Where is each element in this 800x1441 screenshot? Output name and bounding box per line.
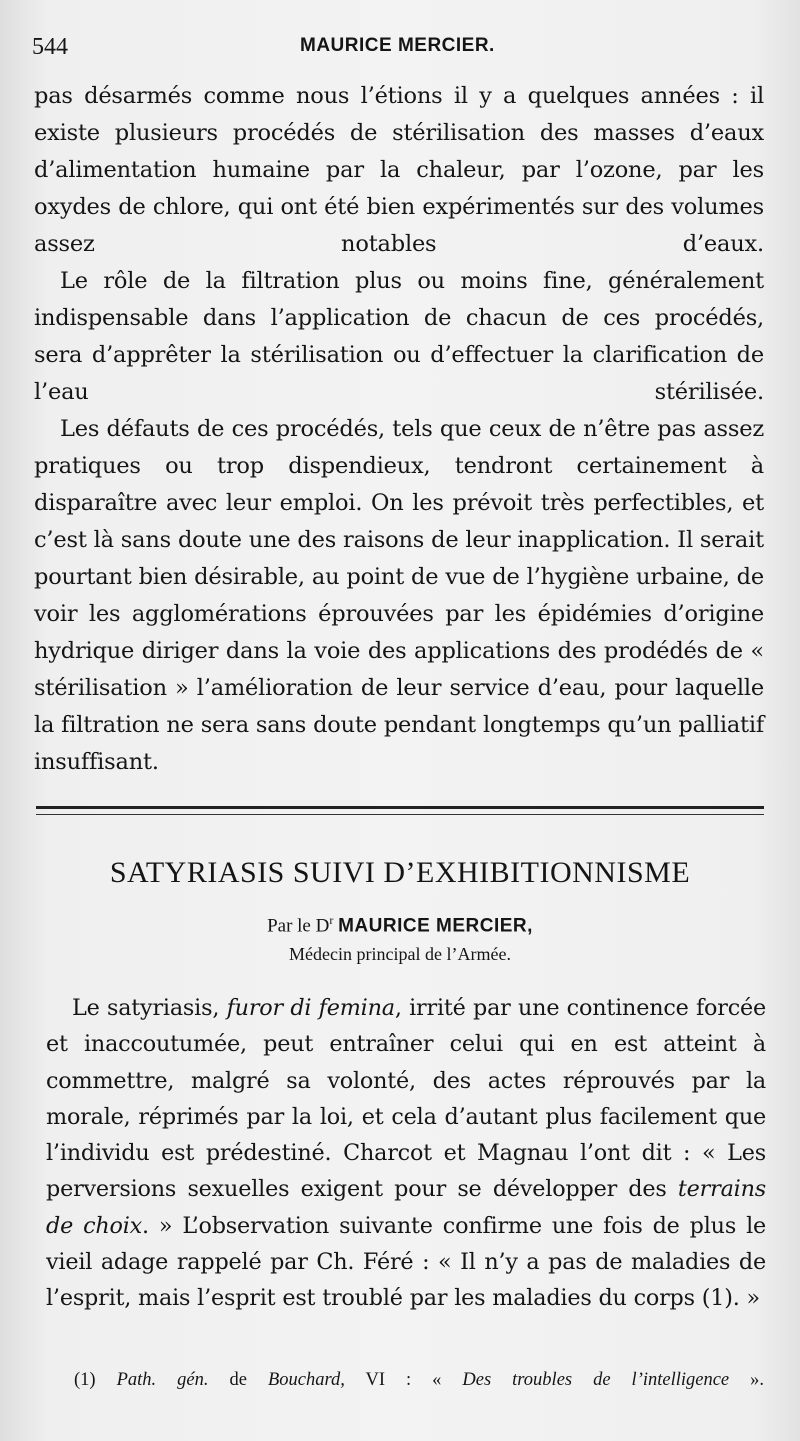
body-text: . » L’observation suivante confirme une fois de plus le vieil adage rappelé par Ch. Féré : « Il n’y a pas de maladies de l’esprit, mais l’esprit est troublé par les maladies du corps (1). » [46,1212,766,1312]
byline-prefix: Par le D [267,915,330,937]
footnote-text: ». [729,1370,765,1390]
footnote-text: de [208,1370,268,1390]
paragraph: pas désarmés comme nous l’étions il y a quelques années : il existe plusieurs procédés de stérilisation des masses d’eaux d’alimentation humaine par la chaleur, par l’ozone, par les oxydes de chlore, qui ont été bien expérimentés sur des volumes assez notables d’eaux. [34,83,764,257]
body-italic: terrains de choix [46,1176,766,1239]
author-name: MAURICE MERCIER, [338,915,533,937]
footnote-italic: Path. gén. [116,1370,209,1390]
author-affiliation: Médecin principal de l’Armée. [289,944,511,964]
body-italic: furor di femina [226,995,395,1021]
footnote-text: VI : « [344,1370,463,1390]
article-title: SATYRIASIS SUIVI D’EXHIBITIONNISME [109,856,691,889]
section-divider-thick [36,806,764,809]
running-head: MAURICE MERCIER. [300,35,495,56]
byline [0,913,800,937]
footnote [74,1370,764,1391]
footnote-italic: Bouchard, [267,1370,345,1390]
article-body [46,990,766,1317]
section-divider-thin [36,814,764,815]
body-text: Le satyriasis, [72,995,227,1021]
paragraph [46,990,766,1317]
footnote-italic: Des troubles de l’intelligence [462,1370,730,1390]
footnote-marker: (1) [74,1370,96,1390]
page-number: 544 [32,34,68,60]
paragraph: Les défauts de ces procédés, tels que ceux de n’être pas assez pratiques ou trop dispendieux, tendront certainement à disparaître avec leur emploi. On les prévoit très perfectibles, et c’est là sans doute une des raisons de leur inapplication. Il serait pourtant bien désirable, au point de vue de l’hygiène urbaine, de voir les agglomérations éprouvées par les épidémies d’origine hydrique diriger dans la voie des applications des prodédés de « stérilisation » l’amélioration de leur service d’eau, pour laquelle la filtration ne sera sans doute pendant longtemps qu’un palliatif insuffisant. [34,416,764,775]
previous-article-text [34,78,764,781]
byline-superscript: r [329,913,334,927]
paragraph: Le rôle de la filtration plus ou moins fine, généralement indispensable dans l’application de chacun de ces procédés, sera d’apprêter la stérilisation ou d’effectuer la clarification de l’eau stérilisée. [34,268,764,405]
body-text: , irrité par une continence forcée et inaccoutumée, peut entraîner celui qui en est atteint à commettre, malgré sa volonté, des actes réprouvés par la morale, réprimés par la loi, et cela d’autant plus facilement que l’individu est prédestiné. Charcot et Magnau l’ont dit : « Les perversions sexuelles exigent pour se développer des [46,995,767,1203]
page-header [30,34,770,64]
